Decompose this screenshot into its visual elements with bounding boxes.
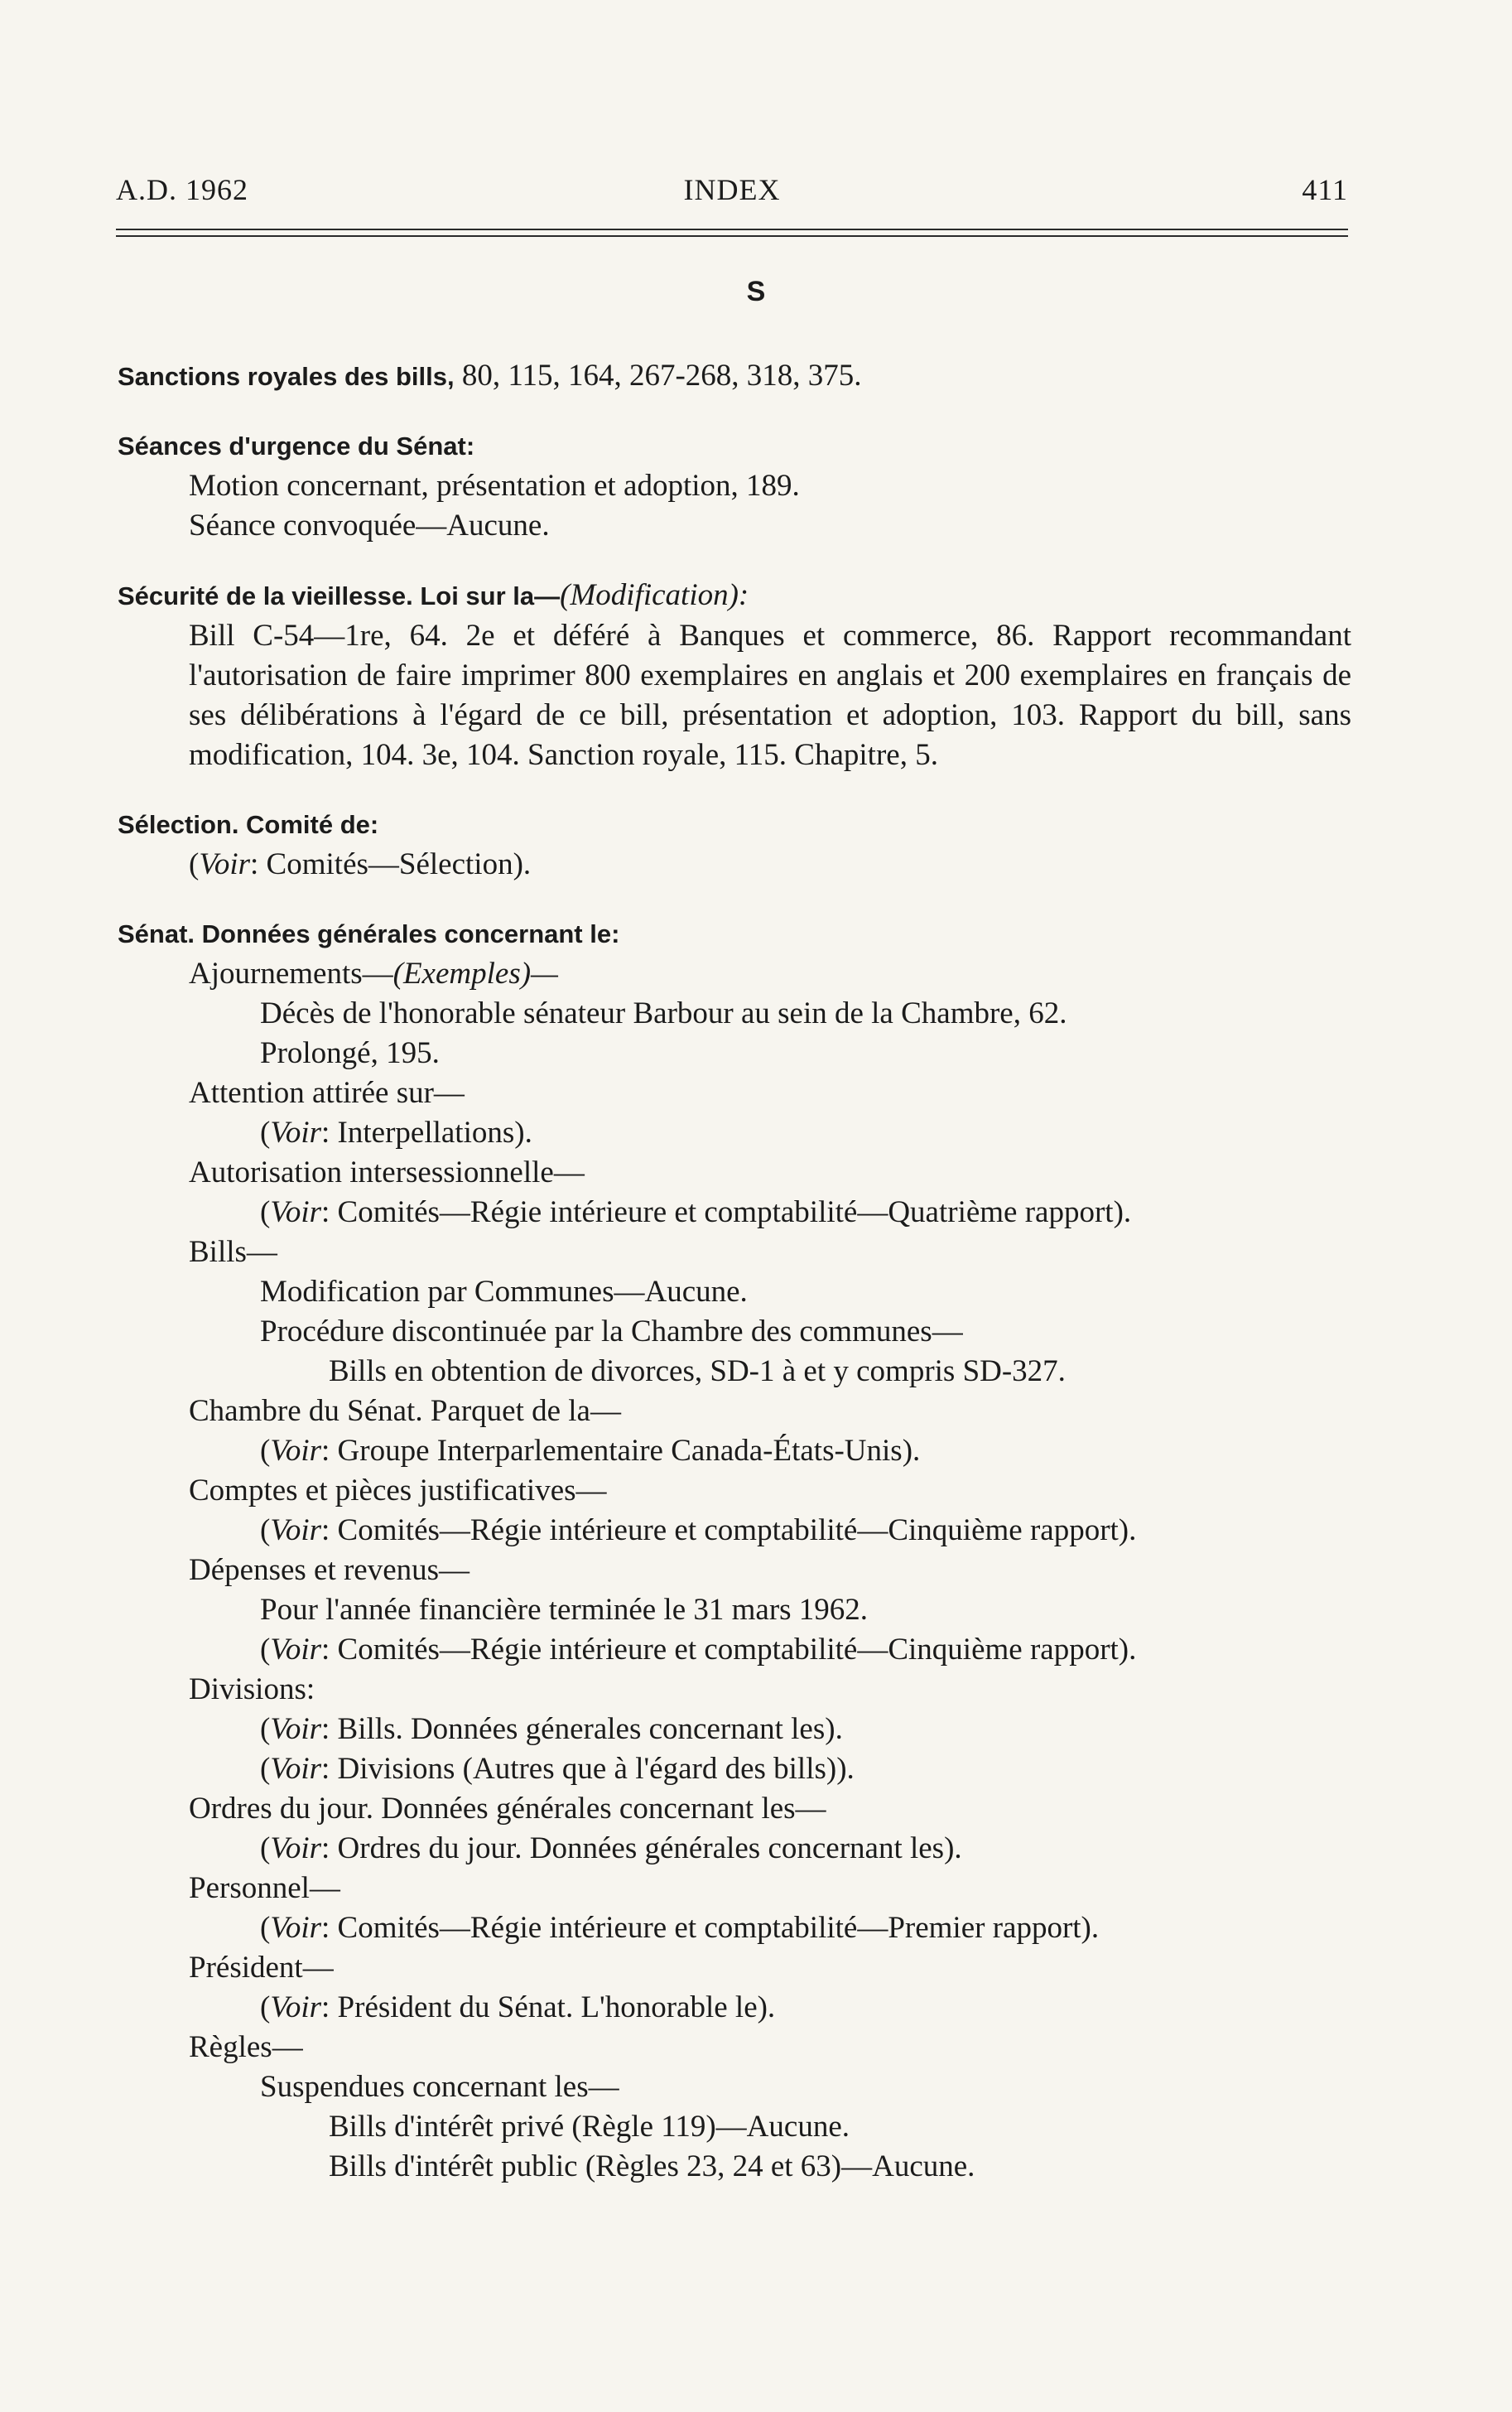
subentry: Séance convoquée—Aucune.	[189, 509, 550, 543]
subentry: Modification par Communes—Aucune.	[260, 1275, 748, 1309]
entry-heading: Séances d'urgence du Sénat:	[118, 432, 475, 461]
subentry: Dépenses et revenus—	[189, 1553, 470, 1587]
cross-reference-text: : Divisions (Autres que à l'égard des bills)).	[321, 1752, 855, 1786]
subentry: Divisions:	[189, 1672, 315, 1706]
subentry-label: Ajournements—	[189, 957, 393, 991]
subentry: Procédure discontinuée par la Chambre des communes—	[260, 1315, 963, 1348]
cross-reference: (Voir: Comités—Régie intérieure et comptabilité—Premier rapport).	[260, 1911, 1100, 1945]
page-header	[116, 172, 1348, 214]
entry-heading-qualifier: (Modification):	[560, 578, 749, 612]
cross-reference-text: : Ordres du jour. Données générales concernant les).	[321, 1831, 962, 1865]
cross-reference-text: : Groupe Interparlementaire Canada-États-Unis).	[321, 1434, 921, 1468]
subentry-paragraph: Bill C-54—1re, 64. 2e et déféré à Banques et commerce, 86. Rapport recommandant l'autorisation de faire imprimer 800 exemplaires en anglais et 200 exemplaires en français de ses délibérations à l'égard de ce bill, présentation et adoption, 103. Rapport du bill, sans modification, 104. 3e, 104. Sanction royale, 115. Chapitre, 5.	[189, 619, 1351, 772]
cross-reference-text: : Comités—Régie intérieure et comptabilité—Cinquième rapport).	[321, 1513, 1137, 1547]
cross-reference-text: : Bills. Données génerales concernant les).	[321, 1712, 843, 1746]
subentry: Personnel—	[189, 1871, 340, 1905]
subentry: Bills—	[189, 1235, 277, 1269]
subentry: Bills d'intérêt privé (Règle 119)—Aucune.	[329, 2110, 850, 2144]
voir-label: Voir	[270, 1195, 322, 1229]
voir-label: Voir	[270, 1513, 322, 1547]
subentry: Bills en obtention de divorces, SD-1 à et y compris SD-327.	[329, 1354, 1066, 1388]
subentry: Bills d'intérêt public (Règles 23, 24 et 63)—Aucune.	[329, 2149, 975, 2183]
cross-reference: (Voir: Comités—Régie intérieure et comptabilité—Cinquième rapport).	[260, 1633, 1137, 1667]
entry-line	[118, 576, 1351, 616]
voir-label: Voir	[270, 1116, 322, 1150]
cross-reference-text: : Comités—Régie intérieure et comptabilité—Cinquième rapport).	[321, 1633, 1137, 1667]
voir-label: Voir	[199, 847, 251, 881]
page-references: 80, 115, 164, 267-268, 318, 375.	[454, 359, 862, 393]
subentry: Ordres du jour. Données générales concernant les—	[189, 1792, 826, 1826]
header-year: A.D. 1962	[116, 173, 248, 206]
cross-reference: (Voir: Divisions (Autres que à l'égard des bills)).	[260, 1752, 855, 1786]
entry-seances	[118, 427, 1351, 546]
subentry: Comptes et pièces justificatives—	[189, 1474, 607, 1508]
entry-sanctions	[118, 356, 1351, 397]
subentry: Suspendues concernant les—	[260, 2070, 619, 2104]
subentry: Règles—	[189, 2030, 303, 2064]
subentry: Décès de l'honorable sénateur Barbour au sein de la Chambre, 62.	[260, 996, 1067, 1030]
voir-label: Voir	[270, 1752, 322, 1786]
cross-reference-text: : Comités—Régie intérieure et comptabilité—Quatrième rapport).	[321, 1195, 1132, 1229]
voir-label: Voir	[270, 1911, 322, 1945]
cross-reference-text: : Interpellations).	[321, 1116, 532, 1150]
voir-label: Voir	[270, 1712, 322, 1746]
subentry: Prolongé, 195.	[260, 1036, 440, 1070]
entry-heading: Sélection. Comité de:	[118, 810, 379, 839]
voir-label: Voir	[270, 1633, 322, 1667]
voir-label: Voir	[270, 1831, 322, 1865]
header-title: INDEX	[683, 173, 781, 206]
entry-senat	[118, 914, 1351, 2187]
cross-reference: (Voir: Interpellations).	[260, 1116, 532, 1150]
index-content	[118, 356, 1351, 2217]
subentry: Président—	[189, 1951, 334, 1985]
entry-heading: Sécurité de la vieillesse. Loi sur la—	[118, 581, 561, 610]
page-number: 411	[1302, 173, 1348, 206]
cross-reference: (Voir: Président du Sénat. L'honorable le).	[260, 1990, 776, 2024]
subentry	[118, 954, 1351, 994]
cross-reference: (Voir: Groupe Interparlementaire Canada-États-Unis).	[260, 1434, 921, 1468]
entry-heading: Sanctions royales des bills,	[118, 362, 455, 391]
subentry: Motion concernant, présentation et adoption, 189.	[189, 469, 800, 503]
cross-reference: (Voir: Comités—Régie intérieure et comptabilité—Quatrième rapport).	[260, 1195, 1132, 1229]
cross-reference: (Voir: Ordres du jour. Données générales concernant les).	[260, 1831, 962, 1865]
header-rule-top	[116, 229, 1348, 230]
subentry-qualifier: (Exemples)—	[392, 957, 558, 991]
subentry: Autorisation intersessionnelle—	[189, 1155, 585, 1189]
header-rule-bottom	[116, 235, 1348, 237]
cross-reference: (Voir: Comités—Régie intérieure et comptabilité—Cinquième rapport).	[260, 1513, 1137, 1547]
cross-reference: (Voir: Bills. Données génerales concernant les).	[260, 1712, 843, 1746]
voir-label: Voir	[270, 1434, 322, 1468]
entry-line	[118, 356, 1351, 397]
cross-reference-text: : Comités—Régie intérieure et comptabilité—Premier rapport).	[321, 1911, 1100, 1945]
subentry: Pour l'année financière terminée le 31 mars 1962.	[260, 1593, 869, 1627]
entry-securite	[118, 576, 1351, 775]
voir-label: Voir	[270, 1990, 322, 2024]
cross-reference: (Voir: Comités—Sélection).	[189, 847, 532, 881]
subentry: Chambre du Sénat. Parquet de la—	[189, 1394, 621, 1428]
entry-heading: Sénat. Données générales concernant le:	[118, 919, 620, 948]
cross-reference-text: : Comités—Sélection).	[250, 847, 532, 881]
cross-reference-text: : Président du Sénat. L'honorable le).	[321, 1990, 776, 2024]
subentry: Attention attirée sur—	[189, 1076, 465, 1110]
section-letter: S	[746, 276, 766, 307]
entry-selection	[118, 805, 1351, 885]
